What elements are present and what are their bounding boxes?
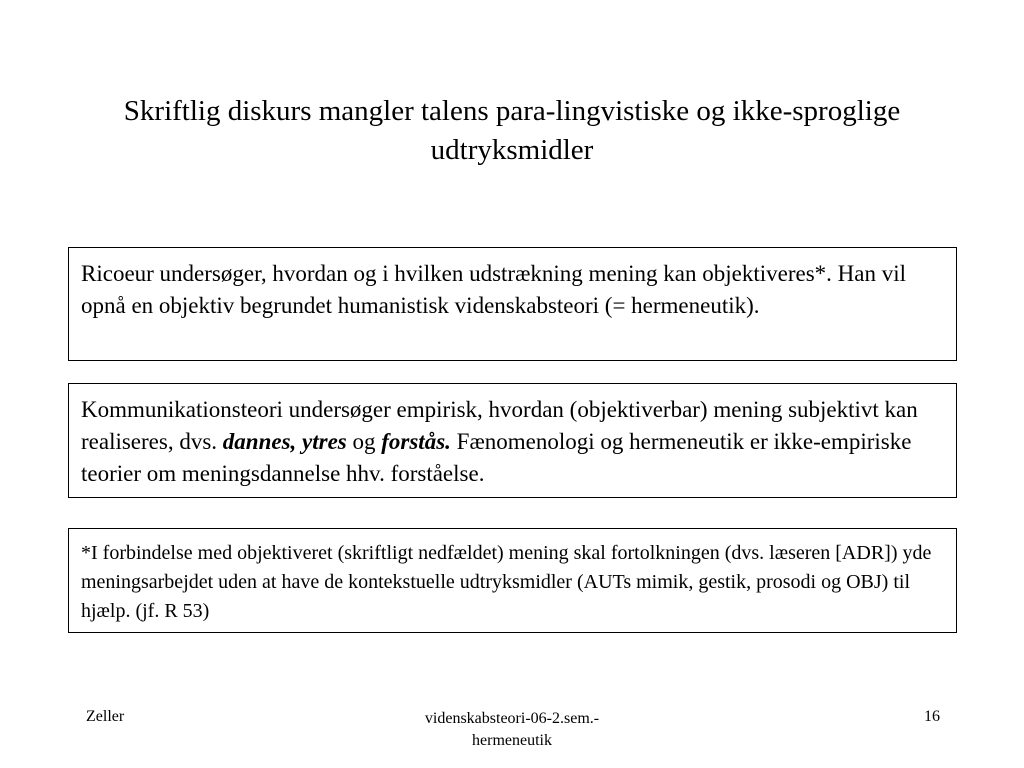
slide-title: Skriftlig diskurs mangler talens para-lingvistiske og ikke-sproglige udtryksmidler [123,95,901,166]
text-box-kommunikationsteori [68,383,957,498]
emphasis-forstaas: forstås. [381,429,451,454]
emphasis-dannes-ytres: dannes, ytres [222,429,347,454]
page-number: 16 [924,708,940,725]
footer-course [362,708,662,752]
footer-course-line2: hermeneutik [472,732,552,749]
footer-course-line1: videnskabsteori-06-2.sem.- [424,710,600,727]
text-box-ricoeur [68,247,957,361]
text-box-kommunikationsteori-part1: Kommunikationsteori undersøger empirisk, hvordan (objektiverbar) mening subjektivt kan realiseres, dvs. [81,397,918,454]
text-box-footnote-text: *I forbindelse med objektiveret (skriftligt nedfældet) mening skal fortolkningen (dvs. læseren [ADR]) yde meningsarbejdet uden at have de kontekstuelle udtryksmidler (AUTs mimik, gestik, prosodi og OBJ) til hjælp. (jf. R 53) [81,542,932,622]
footer-author: Zeller [86,708,125,725]
text-box-kommunikationsteori-part2: og [346,429,382,454]
text-box-footnote [68,528,957,633]
text-box-kommunikationsteori-part3: Fænomenologi og hermeneutik er ikke-empiriske teorier om meningsdannelse hhv. forståelse. [81,429,912,486]
text-box-ricoeur-text: Ricoeur undersøger, hvordan og i hvilken udstrækning mening kan objektiveres*. Han vil opnå en objektiv begrundet humanistisk videnskabsteori (= hermeneutik). [81,261,907,318]
